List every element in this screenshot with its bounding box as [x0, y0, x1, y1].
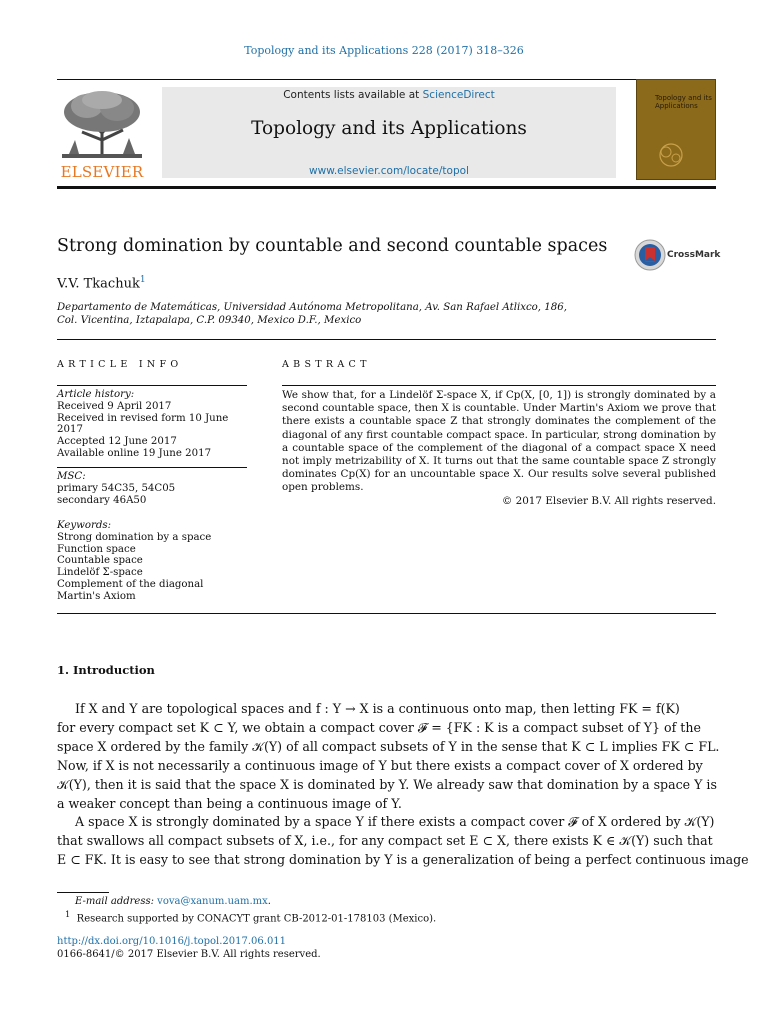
keyword-item: Lindelöf Σ-space: [57, 567, 143, 579]
author-text: V.V. Tkachuk: [57, 276, 140, 292]
elsevier-wordmark[interactable]: ELSEVIER: [60, 163, 144, 181]
footnote-rule: [57, 892, 109, 893]
email-label: E-mail address:: [75, 896, 154, 907]
msc-heading: MSC:: [57, 471, 86, 482]
msc-item: secondary 46A50: [57, 494, 147, 506]
doi-link[interactable]: http://dx.doi.org/10.1016/j.topol.2017.06.011: [57, 936, 287, 947]
history-item: Available online 19 June 2017: [57, 447, 212, 459]
footnote-mark: 1: [65, 909, 71, 919]
body-line: space X ordered by the family 𝒦(Y) of all compact subsets of Y in the sense that K ⊂ L implies FK ⊂ FL.: [57, 739, 720, 754]
author-footnote-mark[interactable]: 1: [139, 275, 146, 285]
masthead-thick-rule: [57, 186, 716, 189]
journal-url-link[interactable]: www.elsevier.com/locate/topol: [309, 165, 469, 177]
history-item: Received 9 April 2017: [57, 400, 172, 412]
history-item: Accepted 12 June 2017: [57, 436, 177, 448]
contents-prefix: Contents lists available at: [283, 89, 423, 101]
article-title: Strong domination by countable and second countable spaces: [57, 236, 608, 256]
history-heading: Article history:: [57, 389, 135, 400]
sciencedirect-link[interactable]: ScienceDirect: [422, 89, 495, 101]
keyword-item: Function space: [57, 543, 136, 555]
body-line: a weaker concept than being a continuous image of Y.: [57, 796, 402, 811]
keyword-item: Countable space: [57, 555, 143, 567]
cover-art-icon: [651, 140, 691, 174]
info-rule: [57, 467, 247, 468]
contents-line: [162, 89, 616, 101]
history-item: 2017: [57, 424, 83, 436]
author-name: [57, 275, 146, 291]
crossmark-icon: [634, 239, 666, 271]
email-line: E-mail address: vova@xanum.uam.mx.: [75, 896, 271, 907]
body-line: for every compact set K ⊂ Y, we obtain a compact cover 𝓕 = {FK : K is a compact subset of Y} of the: [57, 720, 701, 735]
issn-line: 0166-8641/© 2017 Elsevier B.V. All rights reserved.: [57, 949, 321, 960]
article-info-label: ARTICLE INFO: [57, 359, 183, 370]
footnote-text: Research supported by CONACYT grant CB-2012-01-178103 (Mexico).: [76, 913, 437, 925]
info-top-rule: [57, 339, 716, 340]
affiliation-line: Departamento de Matemáticas, Universidad Autónoma Metropolitana, Av. San Rafael Atlixco, 186,: [57, 302, 567, 313]
info-rule: [57, 385, 247, 386]
body-line: E ⊂ FK. It is easy to see that strong domination by Y is a generalization of being a perfect continuous image: [57, 852, 749, 867]
abstract-copyright: © 2017 Elsevier B.V. All rights reserved.: [501, 495, 716, 507]
article-history: [57, 389, 247, 460]
keywords-heading: Keywords:: [57, 520, 112, 531]
body-line: 𝒦(Y), then it is said that the space X is dominated by Y. We already saw that domination by a space Y is: [57, 777, 717, 792]
body-line: Now, if X is not necessarily a continuous image of Y but there exists a compact cover of X ordered by: [57, 758, 703, 773]
body-line: A space X is strongly dominated by a space Y if there exists a compact cover 𝓕 of X ordered by 𝒦(Y): [75, 814, 715, 829]
section-heading: 1. Introduction: [57, 663, 155, 677]
crossmark-label: CrossMark: [667, 250, 721, 260]
abstract-label: ABSTRACT: [282, 359, 371, 370]
journal-cover-image[interactable]: [636, 79, 716, 180]
top-rule: [57, 79, 716, 80]
abstract-rule: [282, 385, 716, 386]
footnote: [65, 909, 436, 924]
cover-title: Topology and its Applications: [655, 94, 712, 110]
keywords-block: [57, 520, 247, 603]
msc-block: [57, 471, 247, 506]
history-item: Received in revised form 10 June: [57, 412, 229, 424]
keyword-item: Complement of the diagonal: [57, 578, 204, 590]
journal-title: Topology and its Applications: [251, 118, 527, 139]
keyword-item: Martin's Axiom: [57, 590, 136, 602]
info-bottom-rule: [57, 613, 716, 614]
journal-reference-link[interactable]: Topology and its Applications 228 (2017) 318–326: [244, 44, 524, 57]
email-link[interactable]: vova@xanum.uam.mx: [157, 896, 268, 907]
keyword-item: Strong domination by a space: [57, 531, 212, 543]
affiliation-line: Col. Vicentina, Iztapalapa, C.P. 09340, Mexico D.F., Mexico: [57, 315, 362, 326]
body-line: that swallows all compact subsets of X, i.e., for any compact set E ⊂ X, there exists K ∈ 𝒦(Y) such that: [57, 833, 713, 848]
msc-item: primary 54C35, 54C05: [57, 482, 176, 494]
body-line: If X and Y are topological spaces and f : Y → X is a continuous onto map, then letting FK = f(K): [75, 701, 680, 716]
abstract-text: We show that, for a Lindelöf Σ-space X, if Cp(X, [0, 1]) is strongly dominated by a second countable space, then X is countable. Under Martin's Axiom we prove that there exists a countable space Z that strongly dominates the complement of the diagonal of any first countable compact space. In particular, strong domination by a countable space of the complement of the diagonal of a compact space X need not imply metrizability of X. It turns out that the same countable space Z strongly dominates Cp(X) for an uncountable space X. Our results solve several published open problems.: [282, 389, 716, 494]
